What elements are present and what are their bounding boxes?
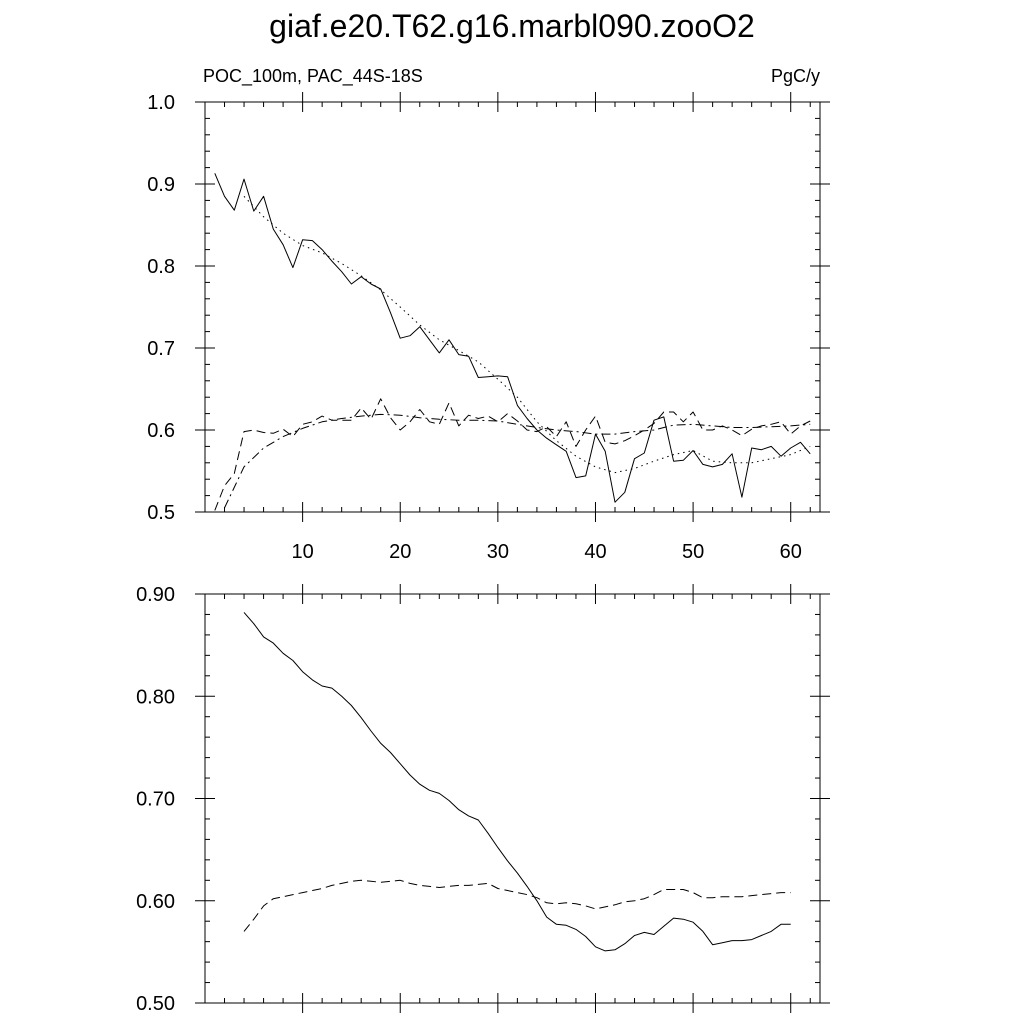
y-tick-label: 0.9: [147, 174, 175, 196]
y-tick-label: 0.8: [147, 256, 175, 278]
series-line-dashed: [244, 880, 791, 931]
series-line-solid: [244, 612, 791, 951]
main-title: giaf.e20.T62.g16.marbl090.zooO2: [269, 8, 755, 44]
x-tick-label: 60: [779, 541, 802, 563]
bottom-panel: [136, 584, 830, 1015]
x-tick-label: 40: [584, 541, 607, 563]
left-label: POC_100m, PAC_44S-18S: [203, 66, 423, 86]
y-tick-label: 0.6: [147, 420, 175, 442]
right-label: PgC/y: [770, 66, 820, 86]
top-panel: [147, 66, 830, 563]
y-tick-label: 0.5: [147, 502, 175, 524]
y-tick-label: 1.0: [147, 92, 175, 114]
series-line-dashdot: [225, 414, 811, 508]
x-tick-label: 50: [681, 541, 705, 563]
x-tick-label: 20: [389, 541, 412, 563]
x-tick-label: 10: [291, 541, 314, 563]
y-tick-label: 0.70: [136, 788, 175, 811]
y-tick-label: 0.7: [147, 338, 175, 360]
series-line-dashed: [215, 399, 810, 511]
series-line-solid: [215, 173, 810, 502]
y-tick-label: 0.80: [136, 686, 175, 709]
y-tick-label: 0.60: [136, 890, 175, 913]
series-line-dotted: [244, 196, 810, 472]
y-tick-label: 0.50: [136, 993, 175, 1015]
plot-frame: [205, 102, 820, 512]
y-tick-label: 0.90: [136, 584, 175, 606]
x-tick-label: 30: [486, 541, 509, 563]
